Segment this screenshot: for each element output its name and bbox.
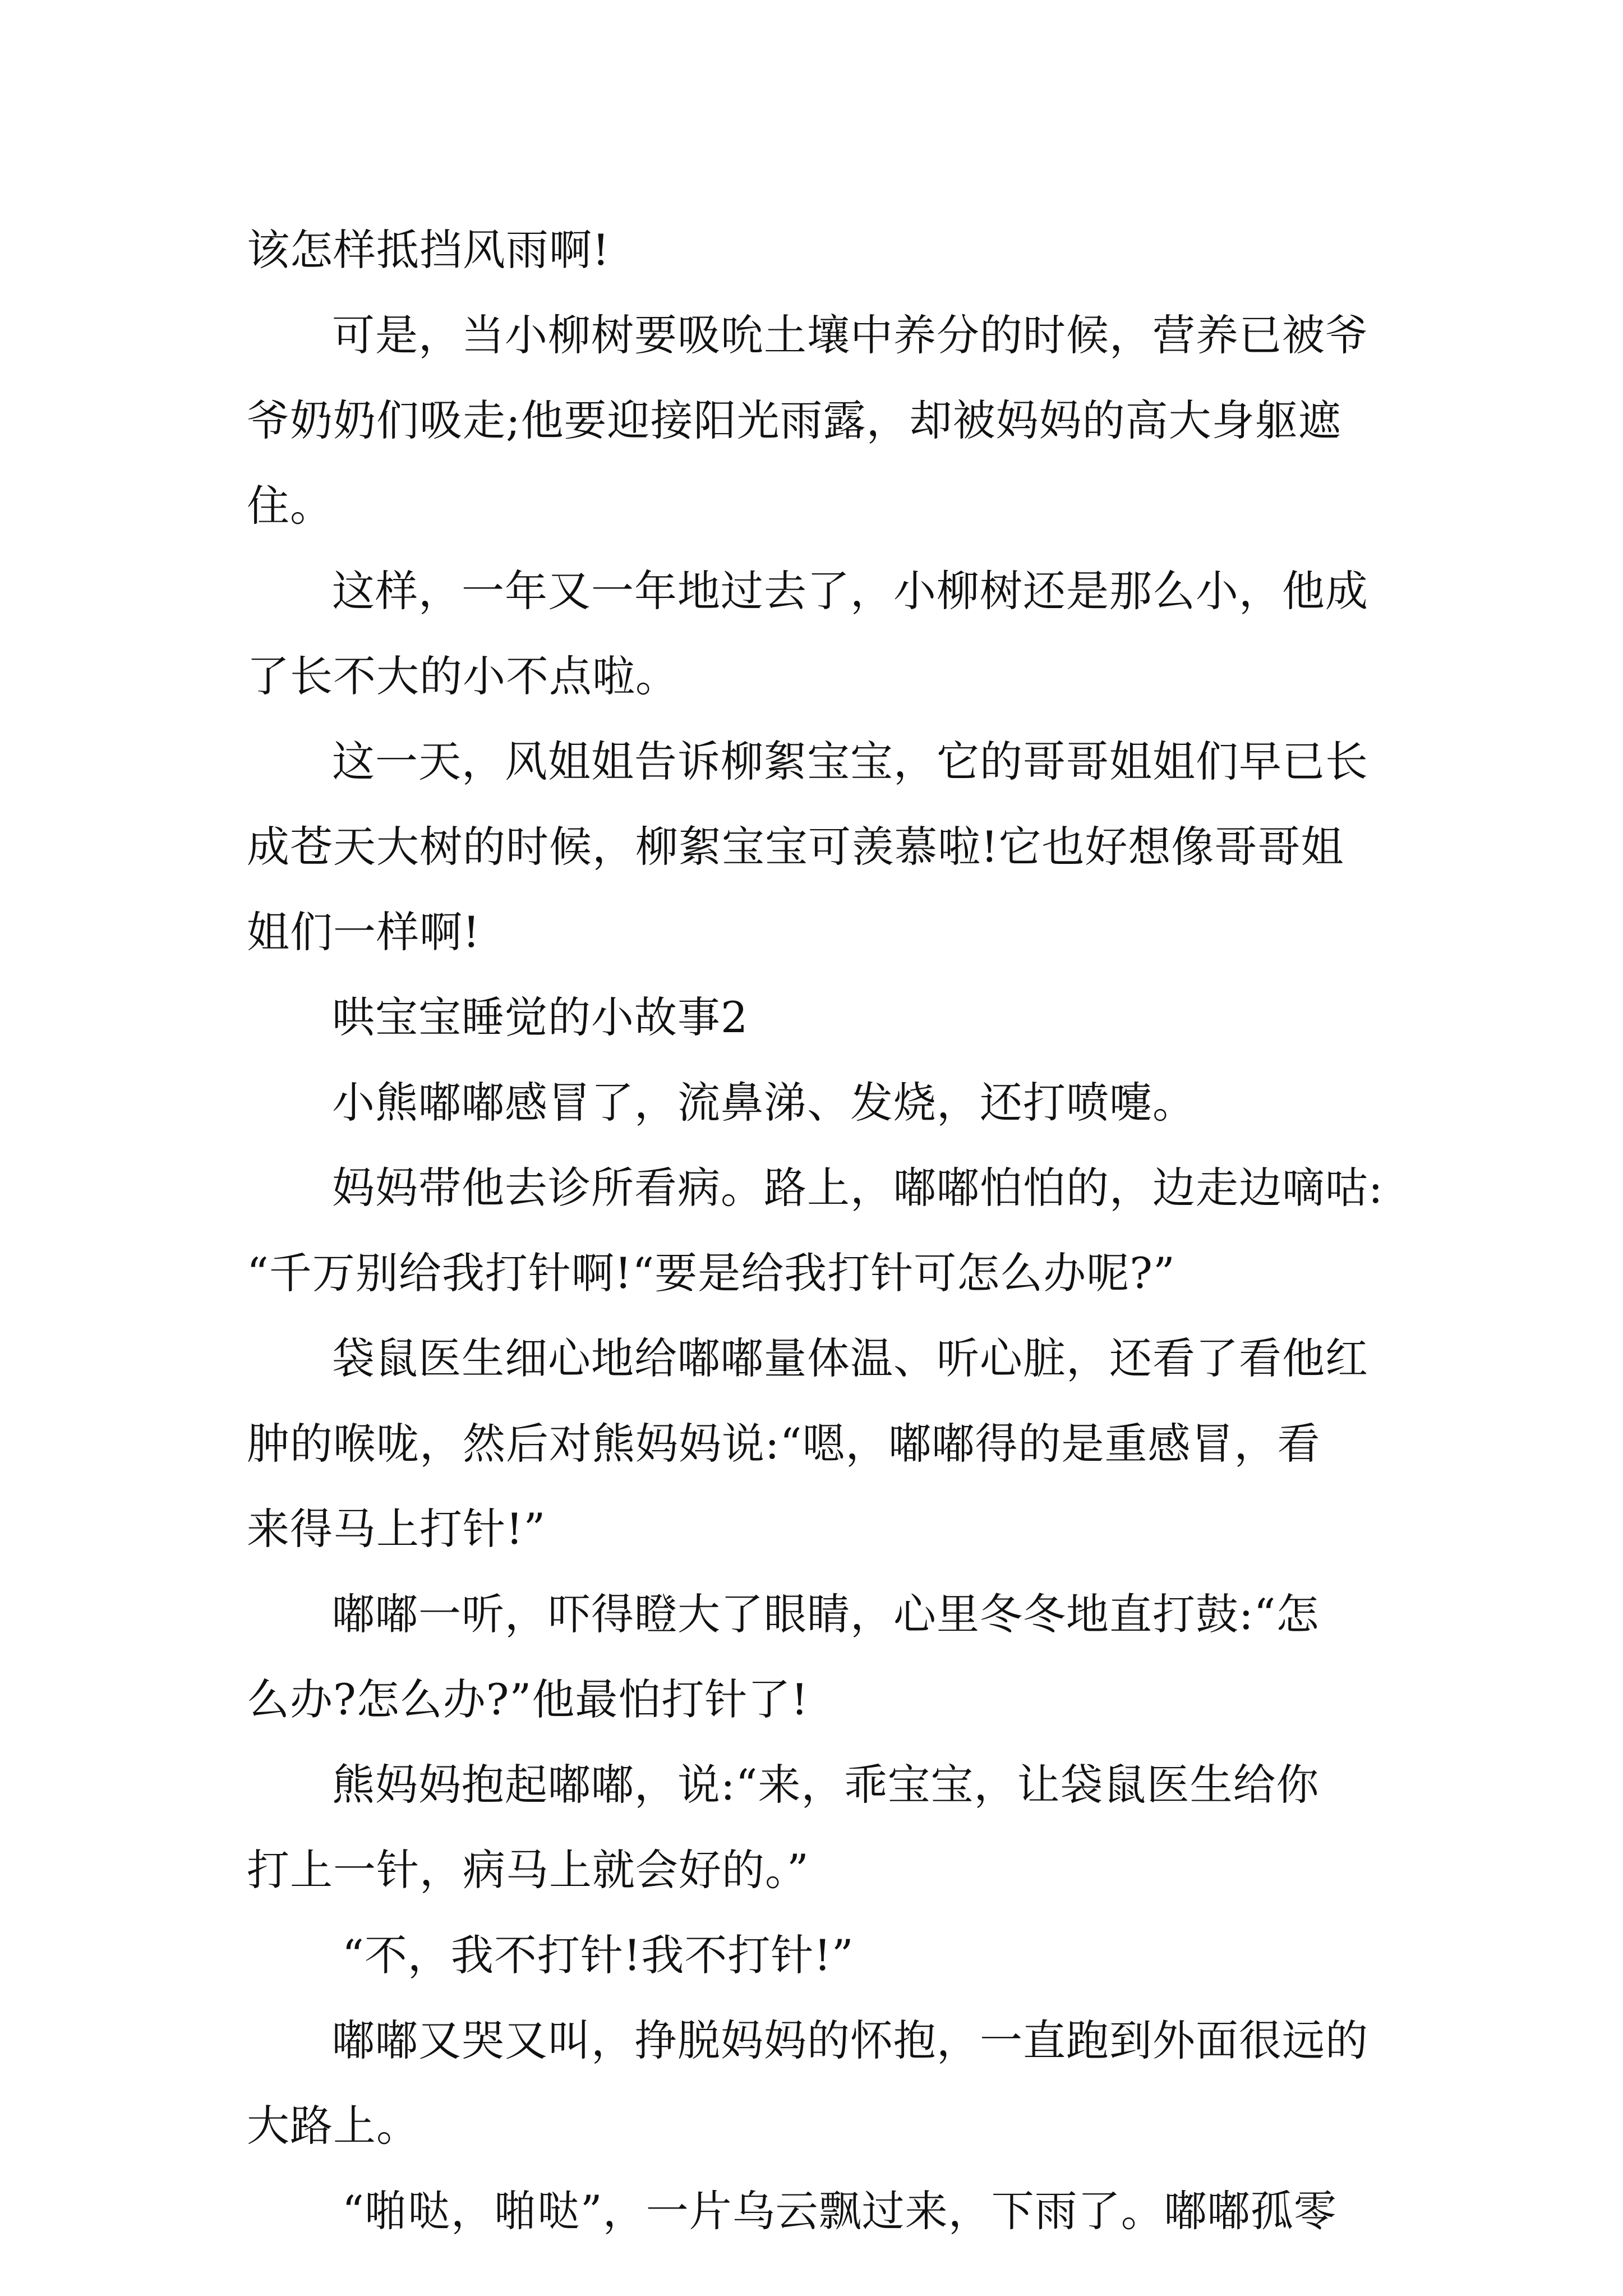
- text-line: 肿的喉咙，然后对熊妈妈说:“嗯，嘟嘟得的是重感冒，看: [247, 1419, 1321, 1469]
- text-line: 大路上。: [247, 2101, 419, 2151]
- section-heading: 哄宝宝睡觉的小故事2: [332, 992, 749, 1042]
- text-line: 成苍天大树的时候，柳絮宝宝可羡慕啦!它也好想像哥哥姐: [247, 822, 1344, 872]
- text-line: 姐们一样啊!: [247, 907, 481, 957]
- text-line: 熊妈妈抱起嘟嘟，说:“来，乖宝宝，让袋鼠医生给你: [332, 1760, 1320, 1810]
- text-line: 打上一针，病马上就会好的。”: [247, 1845, 809, 1895]
- document-body: [247, 208, 1385, 2254]
- text-line: 这样，一年又一年地过去了，小柳树还是那么小，他成: [332, 566, 1368, 616]
- text-line: 该怎样抵挡风雨啊!: [247, 225, 610, 275]
- text-line: 小熊嘟嘟感冒了，流鼻涕、发烧，还打喷嚏。: [332, 1078, 1196, 1128]
- text-line: 妈妈带他去诊所看病。路上，嘟嘟怕怕的，边走边嘀咕:: [332, 1163, 1384, 1213]
- text-line: 嘟嘟又哭又叫，挣脱妈妈的怀抱，一直跑到外面很远的: [332, 2016, 1368, 2065]
- text-line: 嘟嘟一听，吓得瞪大了眼睛，心里冬冬地直打鼓:“怎: [332, 1589, 1320, 1639]
- text-line: “不，我不打针!我不打针!”: [342, 1930, 854, 1980]
- text-line: 爷奶奶们吸走;他要迎接阳光雨露，却被妈妈的高大身躯遮: [247, 395, 1341, 445]
- text-line: 这一天，风姐姐告诉柳絮宝宝，它的哥哥姐姐们早已长: [332, 737, 1368, 786]
- text-line: 么办?怎么办?”他最怕打针了!: [247, 1674, 809, 1724]
- text-line: 来得马上打针!”: [247, 1504, 546, 1554]
- text-line: “千万别给我打针啊!“要是给我打针可怎么办呢?”: [247, 1248, 1175, 1298]
- text-line: “啪哒，啪哒”，一片乌云飘过来，下雨了。嘟嘟孤零: [342, 2186, 1337, 2236]
- text-line: 可是，当小柳树要吸吮土壤中养分的时候，营养已被爷: [332, 310, 1368, 360]
- text-line: 袋鼠医生细心地给嘟嘟量体温、听心脏，还看了看他红: [332, 1333, 1368, 1383]
- text-line: 住。: [247, 481, 333, 531]
- text-line: 了长不大的小不点啦。: [247, 651, 679, 701]
